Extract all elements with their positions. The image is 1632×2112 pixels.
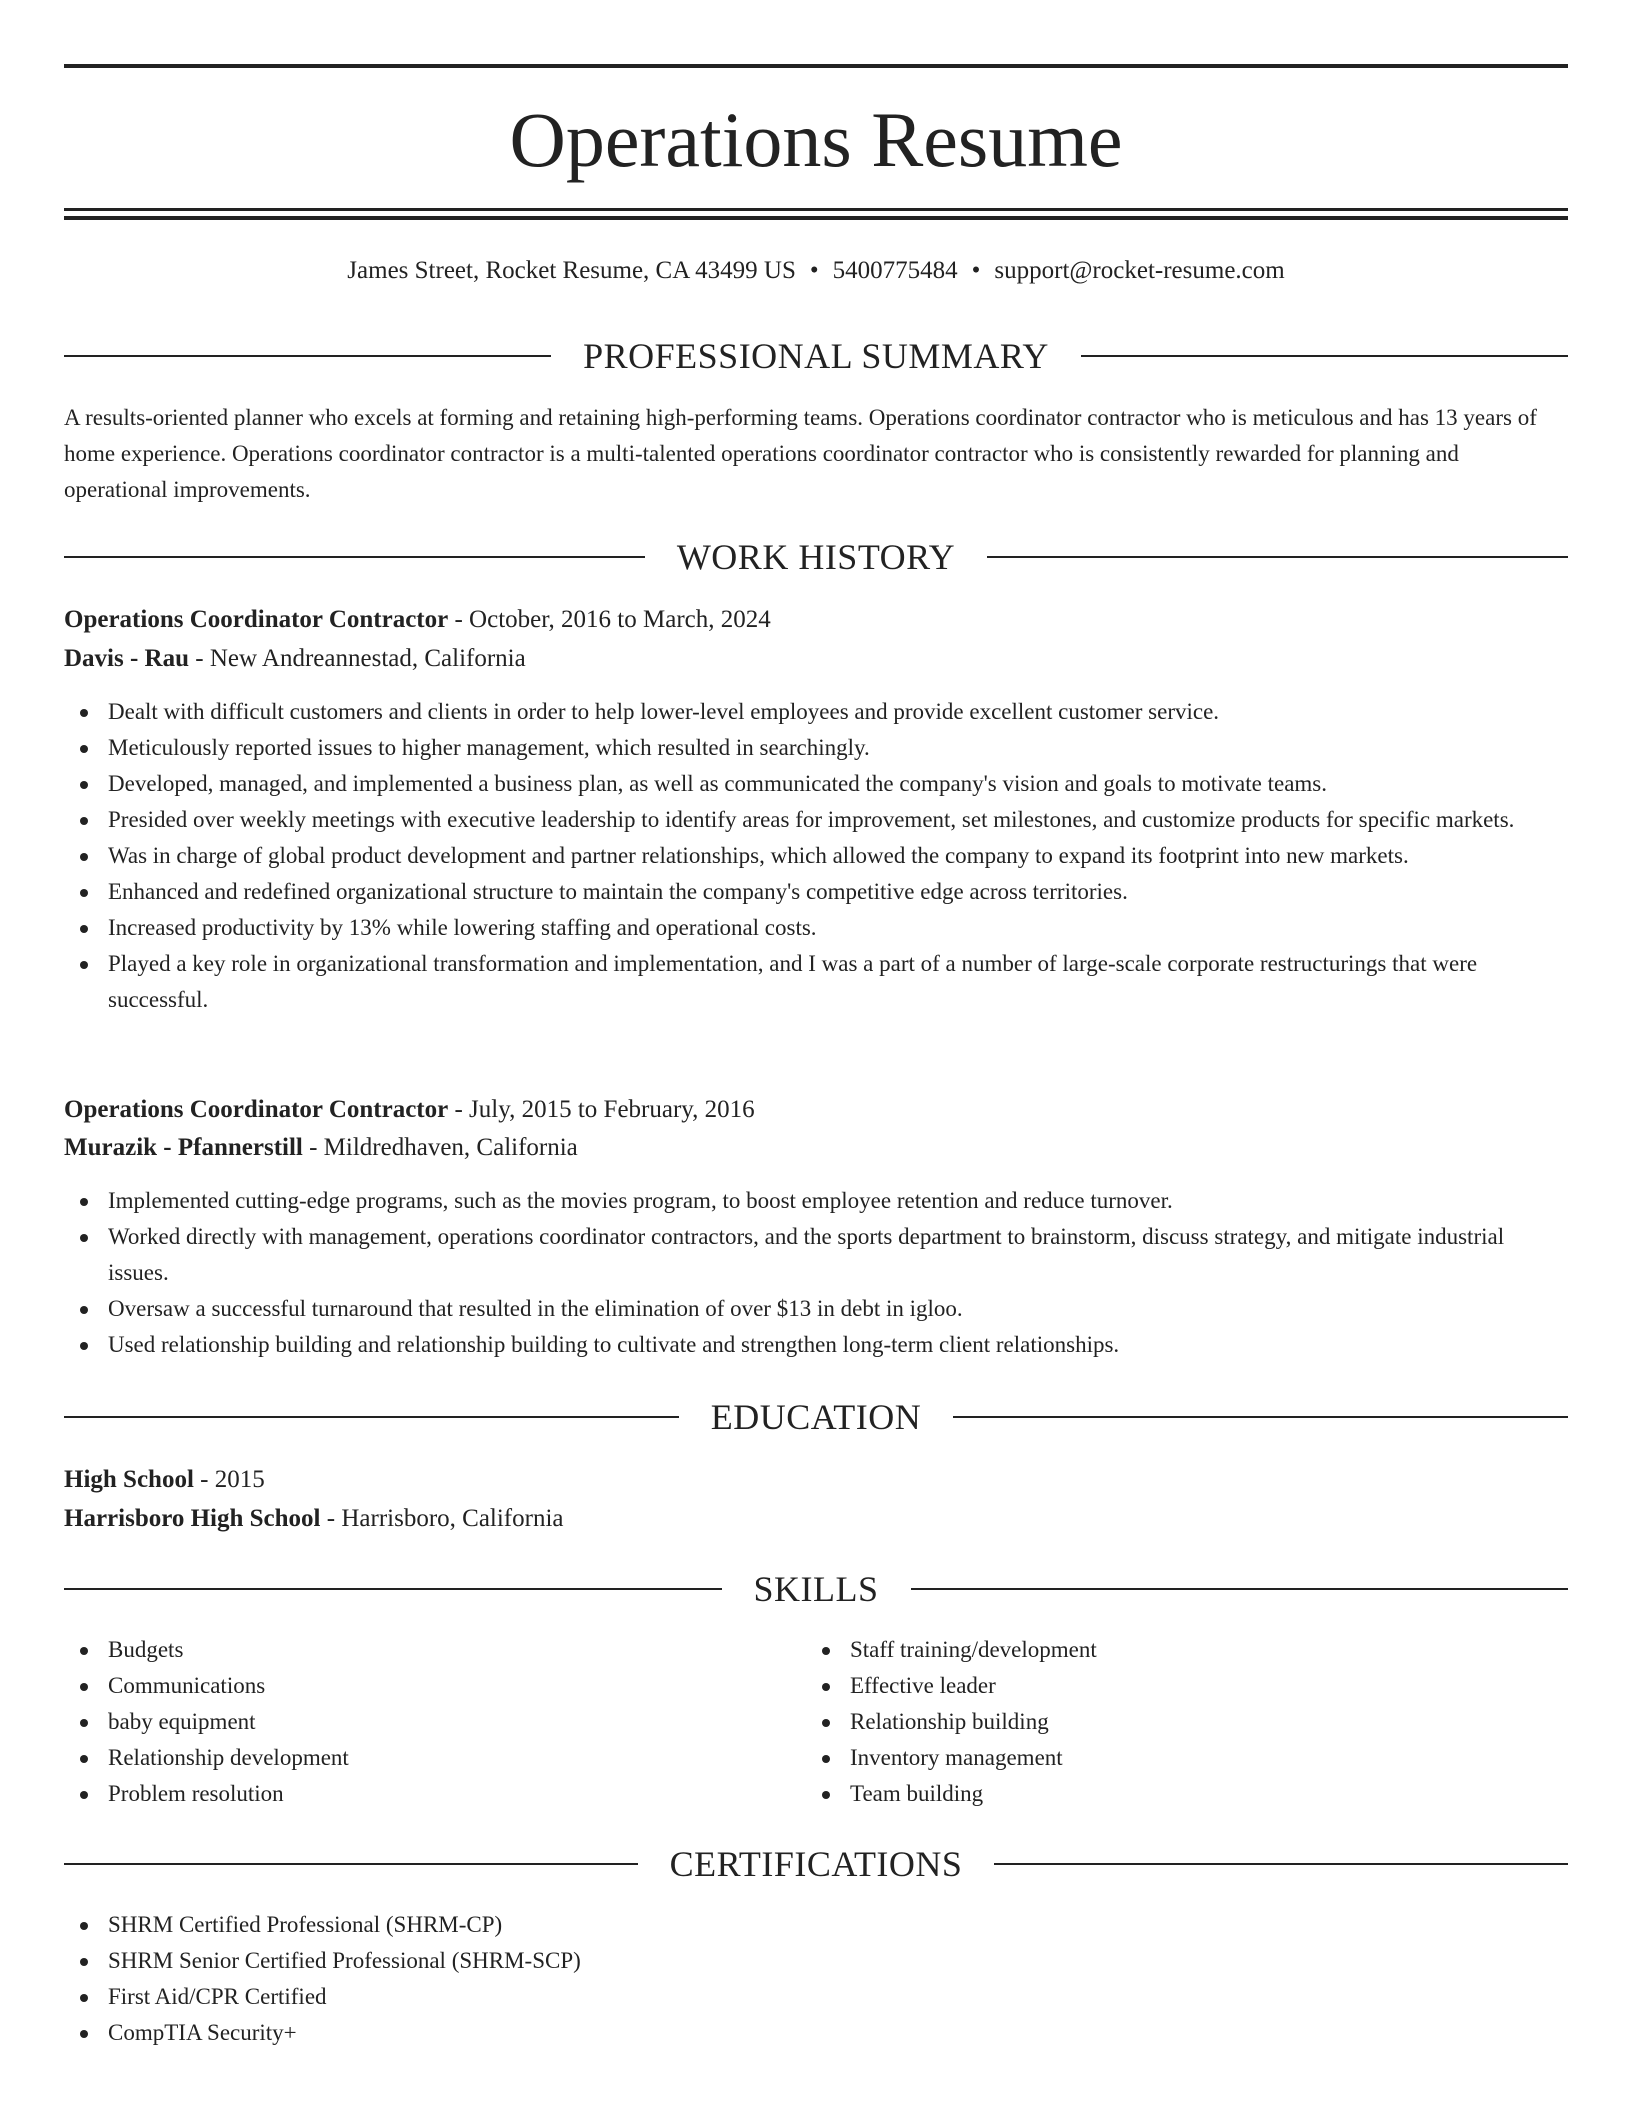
job-location: - Mildredhaven, California — [302, 1134, 578, 1161]
heading-rule — [64, 1863, 638, 1865]
heading-rule — [64, 1416, 679, 1418]
job-title-line — [64, 1091, 1568, 1129]
contact-phone: 5400775484 — [832, 257, 958, 284]
list-item: Relationship development — [64, 1740, 804, 1776]
skills-list-right — [806, 1632, 1546, 1812]
list-item: baby equipment — [64, 1704, 804, 1740]
list-item: Increased productivity by 13% while lowering staffing and operational costs. — [64, 910, 1568, 946]
job-company: Davis - Rau — [64, 645, 190, 672]
job-dates: - October, 2016 to March, 2024 — [448, 606, 771, 633]
list-item: Was in charge of global product development and partner relationships, which allowed the company to expand its footprint into new markets. — [64, 838, 1568, 874]
job-dates: - July, 2015 to February, 2016 — [448, 1096, 755, 1123]
resume-title: Operations Resume — [509, 96, 1123, 183]
list-item: Oversaw a successful turnaround that resulted in the elimination of over $13 in debt in igloo. — [64, 1291, 1568, 1327]
education-location: - Harrisboro, California — [320, 1505, 564, 1532]
contact-separator: • — [809, 257, 819, 284]
title-rule-thick — [64, 216, 1568, 220]
list-item: SHRM Certified Professional (SHRM-CP) — [64, 1907, 1568, 1943]
section-heading-skills — [64, 1564, 1568, 1614]
job-location: - New Andreannestad, California — [189, 645, 526, 672]
education-year: - 2015 — [193, 1466, 265, 1493]
job-company-line — [64, 1129, 1568, 1167]
job-company-line — [64, 640, 1568, 678]
top-rule — [64, 64, 1568, 68]
heading-rule — [64, 556, 645, 558]
education-school-line — [64, 1500, 1568, 1538]
section-title: SKILLS — [753, 1569, 879, 1609]
section-heading-summary — [64, 331, 1568, 381]
list-item: Team building — [806, 1776, 1546, 1812]
skills-list-left — [64, 1632, 804, 1812]
list-item: Enhanced and redefined organizational structure to maintain the company's competitive edge across territories. — [64, 874, 1568, 910]
section-title: WORK HISTORY — [676, 537, 956, 577]
section-title: EDUCATION — [710, 1397, 922, 1437]
section-title: CERTIFICATIONS — [669, 1844, 963, 1884]
list-item: Dealt with difficult customers and clients in order to help lower-level employees and provide excellent customer service. — [64, 694, 1568, 730]
heading-rule — [911, 1588, 1569, 1590]
list-item: CompTIA Security+ — [64, 2015, 1568, 2051]
contact-separator: • — [971, 257, 981, 284]
list-item: Worked directly with management, operations coordinator contractors, and the sports department to brainstorm, discuss strategy, and mitigate industrial issues. — [64, 1219, 1568, 1291]
list-item: Budgets — [64, 1632, 804, 1668]
job-title: Operations Coordinator Contractor — [64, 1096, 449, 1123]
education-degree: High School — [64, 1466, 194, 1493]
list-item: Implemented cutting-edge programs, such as the movies program, to boost employee retention and reduce turnover. — [64, 1183, 1568, 1219]
list-item: Effective leader — [806, 1668, 1546, 1704]
education-school: Harrisboro High School — [64, 1505, 321, 1532]
contact-email: support@rocket-resume.com — [994, 257, 1285, 284]
heading-rule — [1081, 355, 1568, 357]
heading-rule — [953, 1416, 1568, 1418]
job-bullets — [64, 1183, 1568, 1363]
education-degree-line — [64, 1461, 1568, 1499]
list-item: Problem resolution — [64, 1776, 804, 1812]
list-item: Developed, managed, and implemented a business plan, as well as communicated the company's vision and goals to motivate teams. — [64, 766, 1568, 802]
list-item: Staff training/development — [806, 1632, 1546, 1668]
list-item: Relationship building — [806, 1704, 1546, 1740]
section-heading-work — [64, 532, 1568, 582]
list-item: Used relationship building and relationship building to cultivate and strengthen long-term client relationships. — [64, 1327, 1568, 1363]
list-item: Inventory management — [806, 1740, 1546, 1776]
job-title: Operations Coordinator Contractor — [64, 606, 449, 633]
heading-rule — [64, 1588, 722, 1590]
contact-info — [64, 252, 1568, 290]
title-rule-thin — [64, 208, 1568, 211]
list-item: Presided over weekly meetings with executive leadership to identify areas for improvement, set milestones, and customize products for specific markets. — [64, 802, 1568, 838]
list-item: Played a key role in organizational transformation and implementation, and I was a part of a number of large-scale corporate restructurings that were successful. — [64, 946, 1568, 1018]
section-heading-education — [64, 1392, 1568, 1442]
job-bullets — [64, 694, 1568, 1018]
certifications-list — [64, 1907, 1568, 2051]
section-heading-certifications — [64, 1839, 1568, 1889]
contact-address: James Street, Rocket Resume, CA 43499 US — [347, 257, 796, 284]
heading-rule — [987, 556, 1568, 558]
heading-rule — [994, 1863, 1568, 1865]
list-item: SHRM Senior Certified Professional (SHRM-SCP) — [64, 1943, 1568, 1979]
list-item: First Aid/CPR Certified — [64, 1979, 1568, 2015]
heading-rule — [64, 355, 551, 357]
job-title-line — [64, 601, 1568, 639]
summary-text: A results-oriented planner who excels at forming and retaining high-performing teams. Operations coordinator contractor who is meticulous and has 13 years of home experience. Operations coordinator contractor is a multi-talented operations coordinator contractor who is consistently rewarded for planning and operational improvements. — [64, 405, 1537, 502]
section-title: PROFESSIONAL SUMMARY — [583, 336, 1049, 376]
list-item: Communications — [64, 1668, 804, 1704]
job-company: Murazik - Pfannerstill — [64, 1134, 303, 1161]
list-item: Meticulously reported issues to higher management, which resulted in searchingly. — [64, 730, 1568, 766]
